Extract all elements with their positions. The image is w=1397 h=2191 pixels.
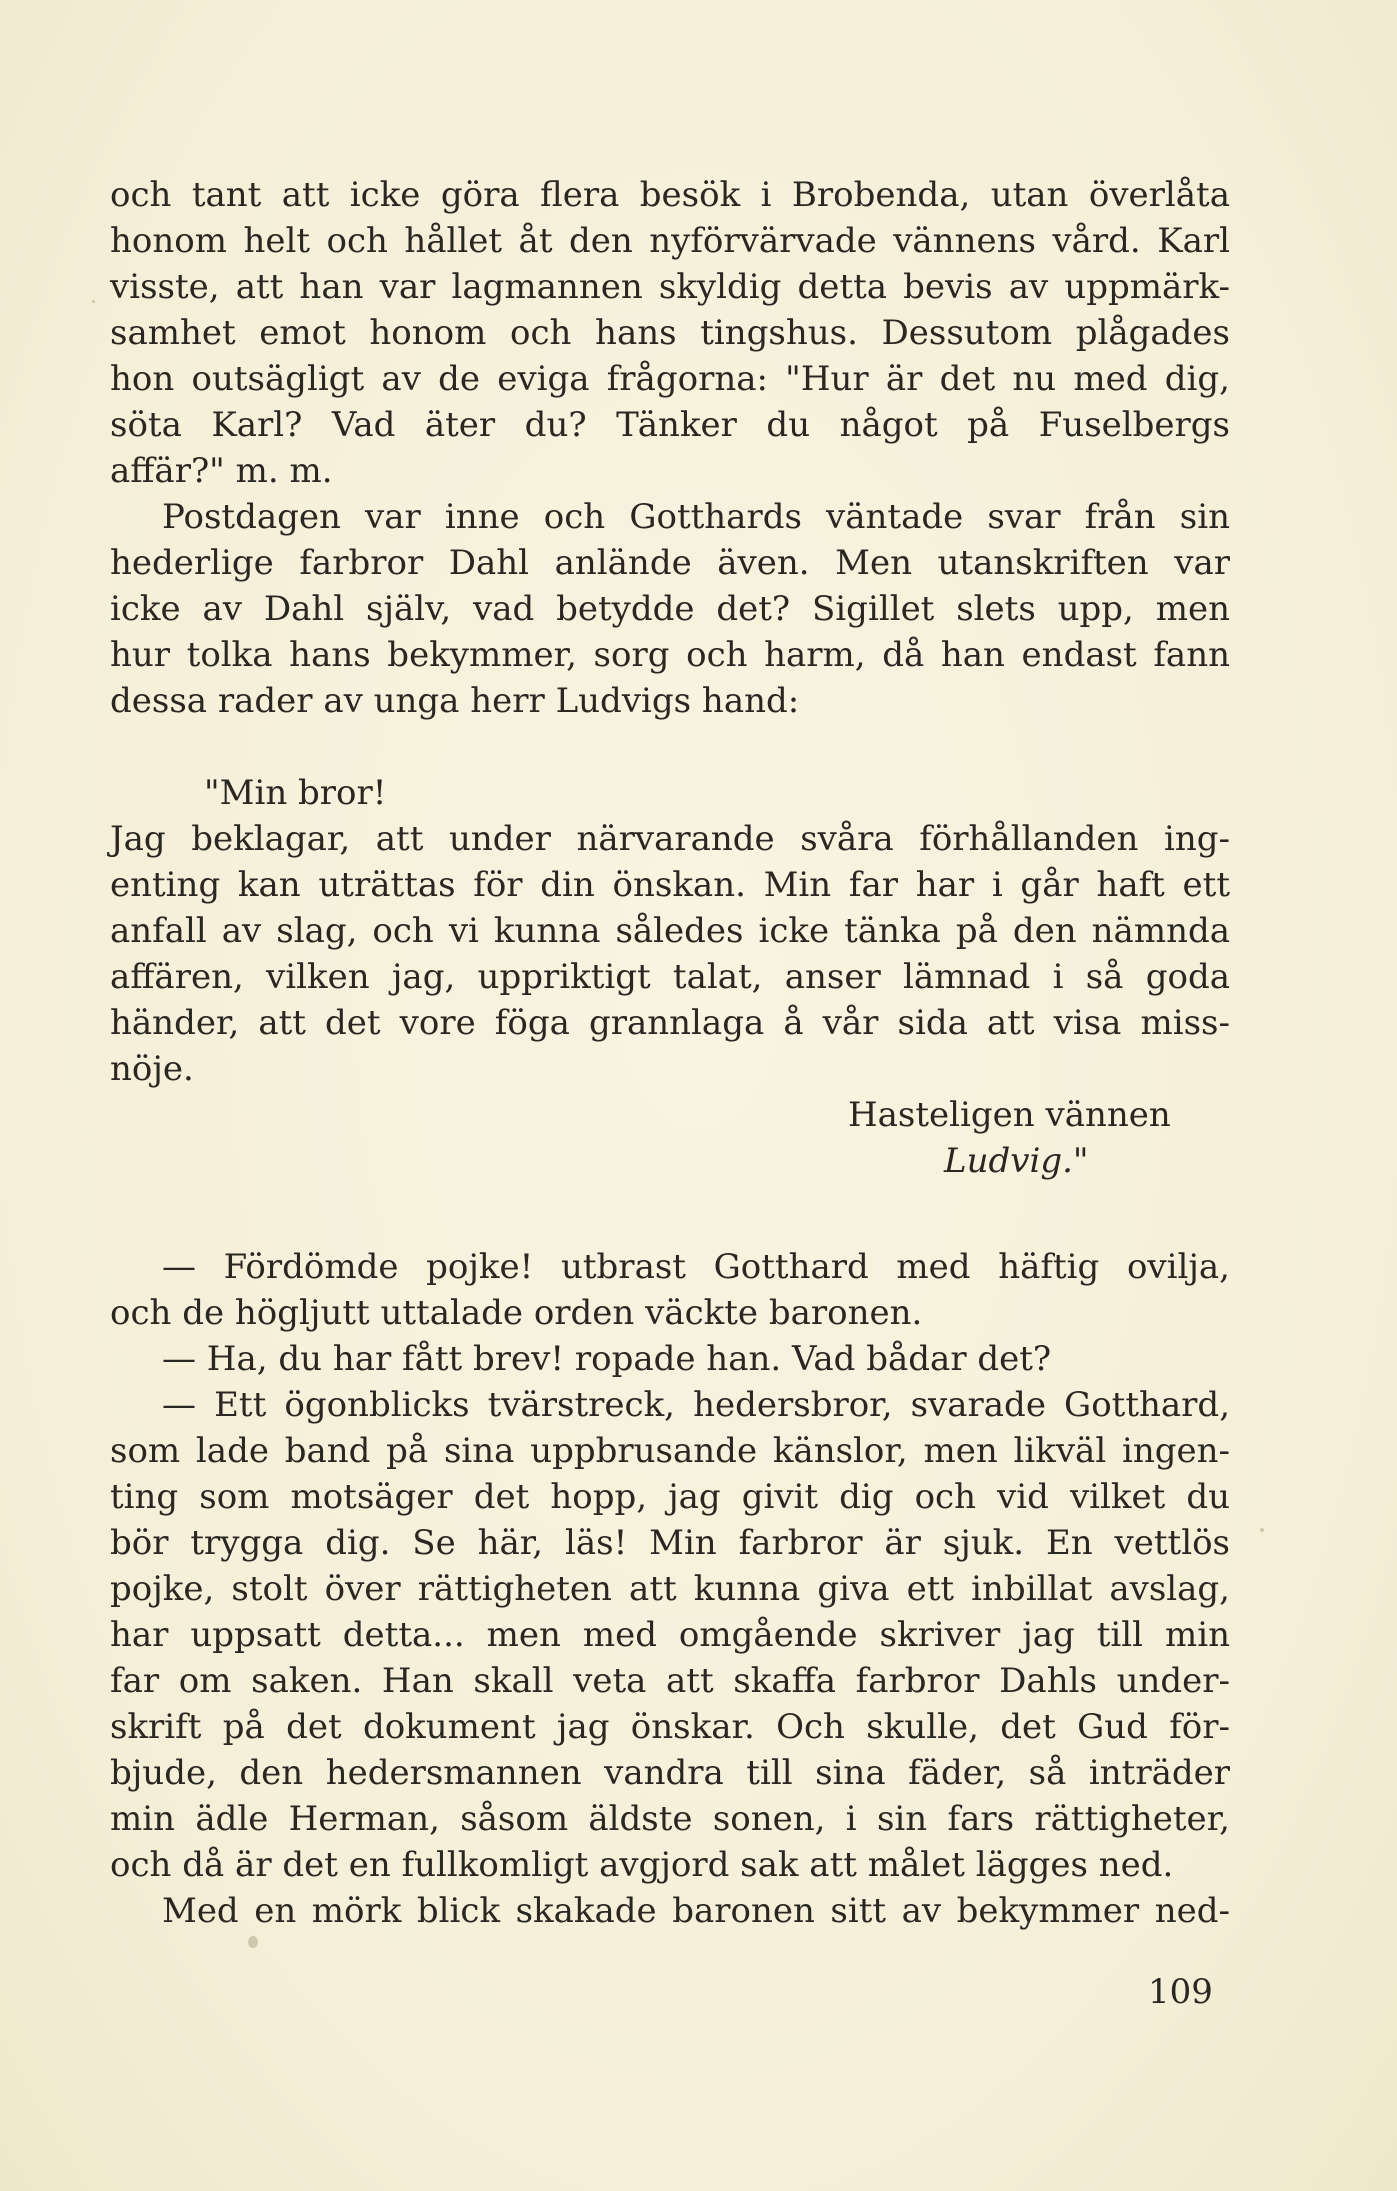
- text-line: min ädle Herman, såsom äldste sonen, i sin fars rättigheter,: [110, 1799, 1230, 1839]
- text-line: dessa rader av unga herr Ludvigs hand:: [110, 681, 800, 721]
- letter-line: Jag beklagar, att under närvarande svåra förhållanden ing-: [110, 819, 1230, 859]
- letter-salutation: "Min bror!: [204, 773, 387, 813]
- text-line: hon outsägligt av de eviga frågorna: "Hur är det nu med dig,: [110, 359, 1230, 399]
- text-line: affär?" m. m.: [110, 451, 333, 491]
- text-line: ting som motsäger det hopp, jag givit dig och vid vilket du: [110, 1477, 1230, 1517]
- letter-line: enting kan uträttas för din önskan. Min far har i går haft ett: [110, 865, 1230, 905]
- letter-line: nöje.: [110, 1049, 194, 1089]
- dialogue-line: — Ett ögonblicks tvärstreck, hedersbror, svarade Gotthard,: [162, 1385, 1230, 1425]
- paragraph-gap: [110, 724, 1230, 770]
- text-line: söta Karl? Vad äter du? Tänker du något på Fuselbergs: [110, 405, 1230, 445]
- letter-closing: Hasteligen vännen: [848, 1095, 1171, 1135]
- text-line: pojke, stolt över rättigheten att kunna giva ett inbillat avslag,: [110, 1569, 1230, 1609]
- text-line: visste, att han var lagmannen skyldig detta bevis av uppmärk-: [110, 267, 1230, 307]
- text-line: som lade band på sina uppbrusande känslor, men likväl ingen-: [110, 1431, 1230, 1471]
- text-line: har uppsatt detta... men med omgående skriver jag till min: [110, 1615, 1230, 1655]
- text-line: far om saken. Han skall veta att skaffa farbror Dahls under-: [110, 1661, 1230, 1701]
- paragraph-gap: [110, 1184, 1230, 1244]
- letter-line: händer, att det vore föga grannlaga å vår sida att visa miss-: [110, 1003, 1230, 1043]
- text-line: samhet emot honom och hans tingshus. Dessutom plågades: [110, 313, 1230, 353]
- dialogue-line: — Ha, du har fått brev! ropade han. Vad bådar det?: [162, 1339, 1052, 1379]
- text-line: honom helt och hållet åt den nyförvärvade vännens vård. Karl: [110, 221, 1230, 261]
- letter-line: affären, vilken jag, uppriktigt talat, anser lämnad i så goda: [110, 957, 1230, 997]
- text-line: bör trygga dig. Se här, läs! Min farbror är sjuk. En vettlös: [110, 1523, 1230, 1563]
- text-line: bjude, den hedersmannen vandra till sina fäder, så inträder: [110, 1753, 1230, 1793]
- text-line: och tant att icke göra flera besök i Brobenda, utan överlåta: [110, 175, 1230, 215]
- paper-speck: [92, 300, 95, 303]
- text-line: Med en mörk blick skakade baronen sitt av bekymmer ned-: [162, 1891, 1230, 1931]
- text-line: och de högljutt uttalade orden väckte baronen.: [110, 1293, 923, 1333]
- text-line: hederlige farbror Dahl anlände även. Men utanskriften var: [110, 543, 1230, 583]
- text-line: och då är det en fullkomligt avgjord sak att målet lägges ned.: [110, 1845, 1174, 1885]
- page-body-text: [110, 172, 1230, 1934]
- dialogue-line: — Fördömde pojke! utbrast Gotthard med häftig ovilja,: [162, 1247, 1230, 1287]
- letter-line: anfall av slag, och vi kunna således icke tänka på den nämnda: [110, 911, 1230, 951]
- paper-speck: [1260, 1528, 1264, 1532]
- letter-signature: Ludvig.": [944, 1141, 1089, 1181]
- text-line: Postdagen var inne och Gotthards väntade svar från sin: [162, 497, 1230, 537]
- text-line: skrift på det dokument jag önskar. Och skulle, det Gud för-: [110, 1707, 1230, 1747]
- text-line: icke av Dahl själv, vad betydde det? Sigillet slets upp, men: [110, 589, 1230, 629]
- page-number: 109: [1148, 1972, 1213, 2012]
- paper-speck: [248, 1936, 258, 1948]
- text-line: hur tolka hans bekymmer, sorg och harm, då han endast fann: [110, 635, 1230, 675]
